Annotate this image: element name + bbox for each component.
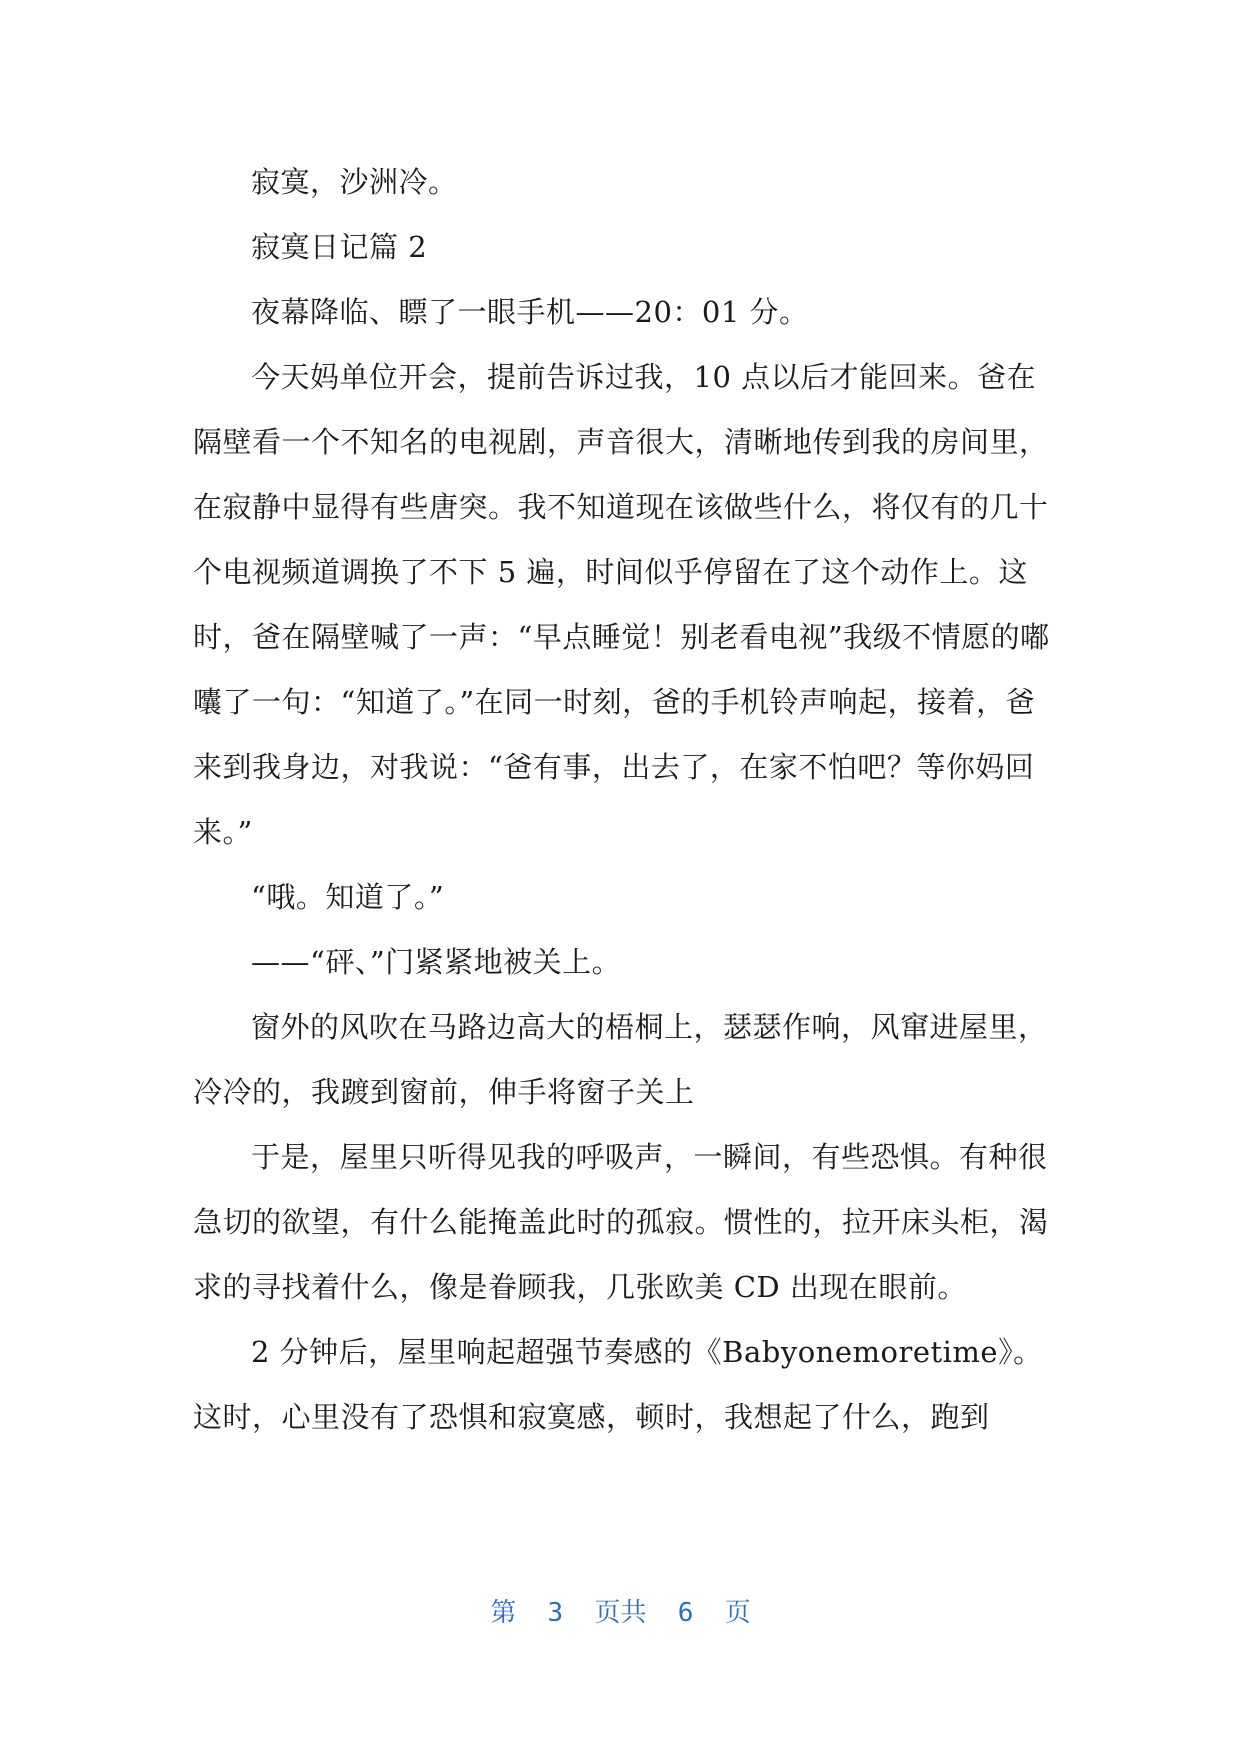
paragraph: 于是，屋里只听得见我的呼吸声，一瞬间，有些恐惧。有种很急切的欲望，有什么能掩盖此时的孤寂。惯性的，拉开床头柜，渴求的寻找着什么，像是眷顾我，几张欧美 CD 出现在眼前。 — [193, 1140, 1049, 1304]
document-body — [193, 150, 1053, 1450]
paragraph: ——“砰、”门紧紧地被关上。 — [251, 945, 622, 979]
section-heading: 寂寞日记篇 2 — [251, 230, 428, 264]
paragraph: “哦。知道了。” — [251, 880, 445, 914]
paragraph: 夜幕降临、瞟了一眼手机——20：01 分。 — [251, 295, 809, 329]
paragraph: 寂寞，沙洲冷。 — [251, 165, 458, 199]
paragraph: 2 分钟后，屋里响起超强节奏感的《Babyonemoretime》。这时，心里没有了恐惧和寂寞感，顿时，我想起了什么，跑到 — [193, 1335, 1043, 1434]
paragraph: 窗外的风吹在马路边高大的梧桐上，瑟瑟作响，风窜进屋里，冷冷的，我踱到窗前，伸手将窗子关上 — [193, 1010, 1048, 1109]
paragraph: 今天妈单位开会，提前告诉过我，10 点以后才能回来。爸在隔壁看一个不知名的电视剧，声音很大，清晰地传到我的房间里，在寂静中显得有些唐突。我不知道现在该做些什么，将仅有的几十个电视频道调换了不下 5 遍，时间似乎停留在了这个动作上。这时，爸在隔壁喊了一声：“早点睡觉！别老看电视”我级不情愿的嘟囔了一句：“知道了。”在同一时刻，爸的手机铃声响起，接着，爸来到我身边，对我说：“爸有事，出去了，在家不怕吧？等你妈回来。” — [193, 360, 1050, 849]
page-number-footer: 第 3 页共 6 页 — [490, 1598, 751, 1628]
